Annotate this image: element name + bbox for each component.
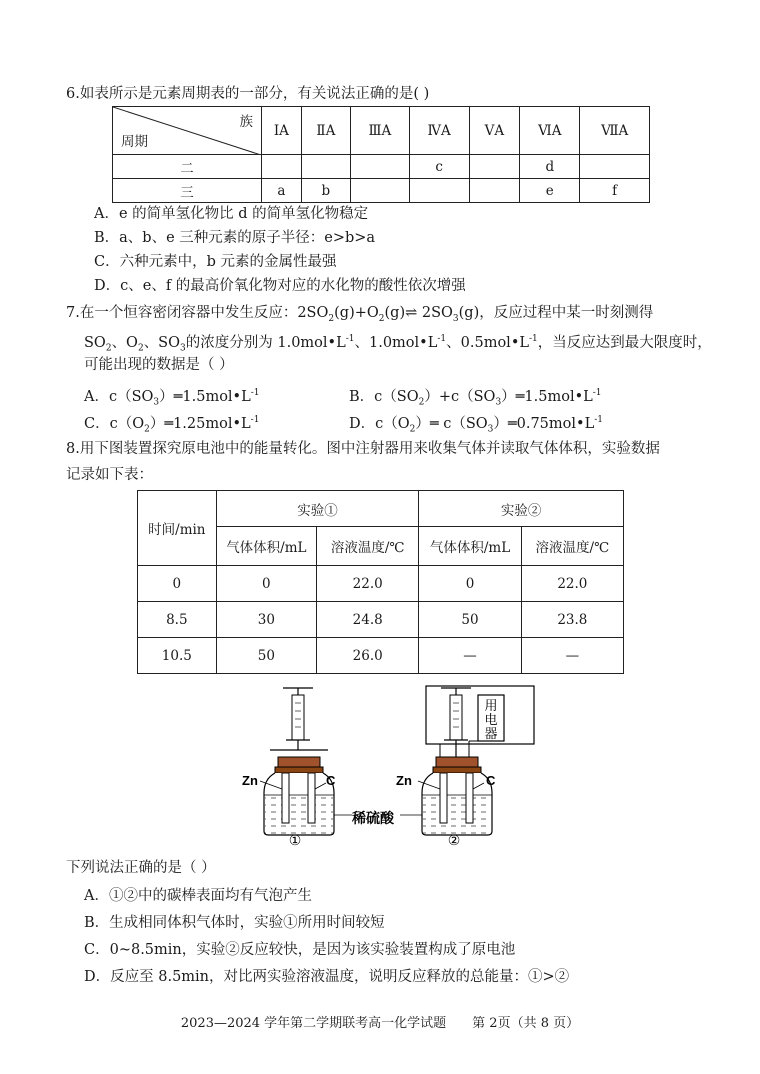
q6-option-a: A．e 的简单氢化物比 d 的简单氢化物稳定	[94, 206, 369, 222]
exp2-header: 实验②	[419, 491, 624, 527]
temperature-header: 溶液温度/℃	[521, 527, 623, 566]
table-cell: 22.0	[521, 566, 623, 602]
group-header: ⅡA	[301, 107, 350, 155]
period-label: 二	[113, 155, 262, 179]
q6-option-c: C．六种元素中，b 元素的金属性最强	[94, 254, 337, 270]
q6-option-b: B．a、b、e 三种元素的原子半径：e>b>a	[94, 230, 376, 246]
element-cell: a	[262, 179, 302, 203]
q7-option-d: D．$c(O_2)═$ $c(SO_3)═0.75mol•L^{-1}$	[349, 415, 603, 435]
q6-option-d: D．c、e、f 的最高价氧化物对应的水化物的酸性依次增强	[94, 278, 466, 294]
element-cell	[469, 155, 520, 179]
q7-stem-line1: 7.在一个恒容密闭容器中发生反应：$2SO_2(g)+O_2(g)\rightleftharpoons$ $2SO_3(g)$，反应过程中某一时刻测得	[66, 305, 654, 324]
table-cell: 30	[216, 602, 316, 638]
table-row	[138, 602, 624, 638]
element-cell	[580, 155, 650, 179]
q7-option-a: A．$c(SO_3)═1.5mol•L^{-1}$	[84, 388, 260, 408]
element-cell	[409, 179, 469, 203]
table-row	[138, 638, 624, 674]
q8-option-c: C．0~8.5min，实验②反应较快，是因为该实验装置构成了原电池	[84, 942, 516, 958]
element-cell: f	[580, 179, 650, 203]
c-label-1: C	[326, 773, 336, 788]
table-cell: 22.0	[317, 566, 419, 602]
element-cell: b	[301, 179, 350, 203]
q8-prompt: 下列说法正确的是（ ）	[66, 860, 216, 876]
device-char: 用	[484, 699, 498, 714]
table-cell: 23.8	[521, 602, 623, 638]
q8-option-d: D．反应至 8.5min，对比两实验溶液温度，说明反应释放的总能量：①>②	[84, 969, 570, 985]
temperature-header: 溶液温度/℃	[317, 527, 419, 566]
periodic-table	[112, 106, 650, 203]
group-header: ⅢA	[350, 107, 409, 155]
corner-group-label: 族	[239, 114, 253, 130]
group-header: ⅣA	[409, 107, 469, 155]
table-cell: 26.0	[317, 638, 419, 674]
q6-stem: 6.如表所示是元素周期表的一部分，有关说法正确的是( )	[66, 86, 430, 102]
element-cell: d	[520, 155, 580, 179]
corner-period-label: 周期	[121, 134, 148, 150]
acid-label: 稀硫酸	[352, 811, 394, 827]
table-cell: 50	[216, 638, 316, 674]
table-cell: 24.8	[317, 602, 419, 638]
apparatus-label-2: ②	[447, 833, 461, 848]
table-cell: 10.5	[138, 638, 217, 674]
element-cell	[262, 155, 302, 179]
time-header: 时间/min	[138, 491, 217, 566]
element-cell: e	[520, 179, 580, 203]
table-cell: —	[521, 638, 623, 674]
q7-option-c: C．$c(O_2)═1.25mol•L^{-1}$	[84, 415, 260, 435]
gas-volume-header: 气体体积/mL	[216, 527, 316, 566]
apparatus-figure	[240, 683, 540, 848]
element-cell	[469, 179, 520, 203]
zn-label-1: Zn	[242, 773, 258, 788]
table-cell: 8.5	[138, 602, 217, 638]
group-header: ⅤA	[469, 107, 520, 155]
table-corner	[113, 107, 262, 155]
q8-option-b: B．生成相同体积气体时，实验①所用时间较短	[84, 915, 385, 931]
element-cell	[350, 179, 409, 203]
group-header: ⅦA	[580, 107, 650, 155]
experiment-table	[137, 490, 624, 674]
q7-stem-line2: $SO_2$、$O_2$、$SO_3$的浓度分别为 $1.0mol•L^{-1}$、$1.0mol•L^{-1}$、$0.5mol•L^{-1}$，当反应达到最大限度时，	[84, 334, 712, 354]
gas-volume-header: 气体体积/mL	[419, 527, 521, 566]
table-cell: 0	[216, 566, 316, 602]
period-label: 三	[113, 179, 262, 203]
group-header: ⅥA	[520, 107, 580, 155]
apparatus-2	[396, 686, 534, 848]
q8-option-a: A．①②中的碳棒表面均有气泡产生	[84, 888, 312, 904]
element-cell	[301, 155, 350, 179]
q8-stem-line1: 8.用下图装置探究原电池中的能量转化。图中注射器用来收集气体并读取气体体积，实验数据	[66, 441, 660, 457]
element-cell: c	[409, 155, 469, 179]
q8-stem-line2: 记录如下表：	[66, 467, 153, 483]
table-cell: —	[419, 638, 521, 674]
zn-label-2: Zn	[396, 773, 412, 788]
page-footer: 2023—2024 学年第二学期联考高一化学试题 第 2页（共 8 页）	[180, 1016, 580, 1031]
table-cell: 50	[419, 602, 521, 638]
table-cell: 0	[419, 566, 521, 602]
table-row	[138, 566, 624, 602]
exp1-header: 实验①	[216, 491, 419, 527]
q7-option-b: B．$c(SO_2)+c(SO_3)═1.5mol•L^{-1}$	[349, 388, 602, 408]
table-cell: 0	[138, 566, 217, 602]
c-label-2: C	[486, 773, 496, 788]
group-header: ⅠA	[262, 107, 302, 155]
device-char: 电	[484, 713, 498, 728]
apparatus-1	[242, 688, 336, 848]
q7-stem-line3: 可能出现的数据是（ ）	[84, 357, 234, 373]
element-cell	[350, 155, 409, 179]
device-char: 器	[484, 727, 498, 742]
apparatus-label-1: ①	[288, 833, 302, 848]
